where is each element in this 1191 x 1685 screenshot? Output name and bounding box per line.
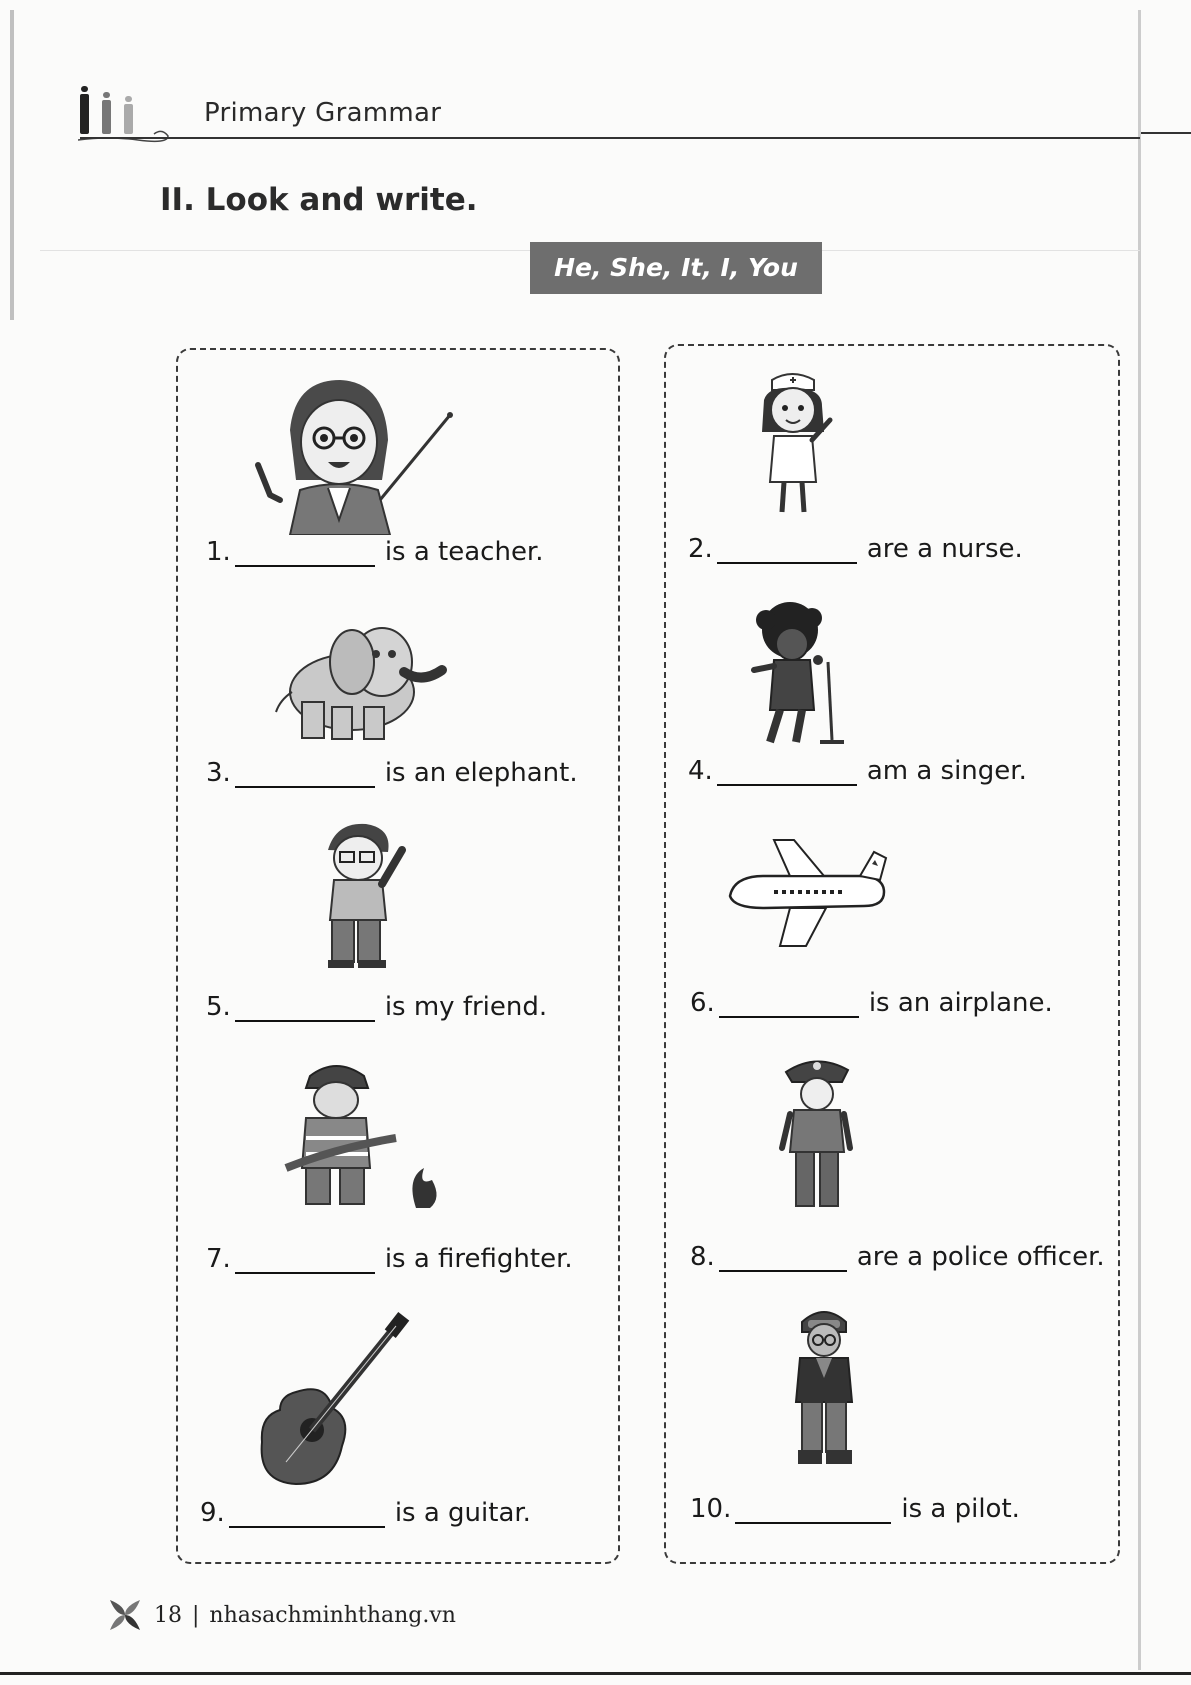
question-9 bbox=[200, 1498, 531, 1528]
question-7 bbox=[206, 1244, 573, 1274]
question-2 bbox=[688, 534, 1023, 564]
question-text: is an elephant. bbox=[384, 758, 578, 788]
answer-blank[interactable] bbox=[719, 1250, 847, 1272]
footer-website[interactable]: nhasachminhthang.vn bbox=[209, 1602, 456, 1628]
question-text: is a teacher. bbox=[384, 537, 544, 567]
question-number: 3. bbox=[206, 758, 231, 788]
answer-blank[interactable] bbox=[735, 1502, 891, 1524]
answer-blank[interactable] bbox=[235, 1000, 375, 1022]
singer-icon bbox=[746, 600, 856, 750]
header-title: Primary Grammar bbox=[204, 98, 442, 128]
question-number: 5. bbox=[206, 992, 231, 1022]
teacher-icon bbox=[250, 370, 460, 535]
answer-blank[interactable] bbox=[719, 996, 859, 1018]
question-5 bbox=[206, 992, 547, 1022]
question-text: am a singer. bbox=[866, 756, 1027, 786]
question-number: 8. bbox=[690, 1242, 715, 1272]
boy-icon bbox=[316, 820, 416, 970]
answer-blank[interactable] bbox=[717, 764, 857, 786]
footer-separator: | bbox=[192, 1602, 200, 1628]
scan-edge-right bbox=[1138, 10, 1141, 1670]
question-4 bbox=[688, 756, 1027, 786]
question-number: 7. bbox=[206, 1244, 231, 1274]
airplane-icon bbox=[724, 836, 890, 948]
question-3 bbox=[206, 758, 578, 788]
pilot-icon bbox=[788, 1302, 860, 1470]
question-text: are a police officer. bbox=[856, 1242, 1105, 1272]
guitar-icon bbox=[256, 1312, 416, 1490]
answer-blank[interactable] bbox=[717, 542, 857, 564]
question-text: is an airplane. bbox=[868, 988, 1053, 1018]
question-text: is a guitar. bbox=[394, 1498, 531, 1528]
pencils-logo-icon bbox=[78, 84, 188, 144]
word-bank: He, She, It, I, You bbox=[530, 242, 822, 294]
scan-edge-left bbox=[10, 10, 14, 320]
question-6 bbox=[690, 988, 1053, 1018]
answer-blank[interactable] bbox=[235, 766, 375, 788]
question-number: 6. bbox=[690, 988, 715, 1018]
question-number: 2. bbox=[688, 534, 713, 564]
question-number: 1. bbox=[206, 537, 231, 567]
question-number: 4. bbox=[688, 756, 713, 786]
question-number: 10. bbox=[690, 1494, 732, 1524]
scan-edge-tick bbox=[1141, 132, 1191, 134]
question-text: is my friend. bbox=[384, 992, 548, 1022]
answer-blank[interactable] bbox=[235, 545, 375, 567]
page-footer bbox=[108, 1598, 456, 1632]
elephant-icon bbox=[272, 612, 452, 742]
right-exercise-panel bbox=[664, 344, 1120, 1564]
nurse-icon bbox=[750, 366, 840, 516]
answer-blank[interactable] bbox=[235, 1252, 375, 1274]
page-number: 18 bbox=[154, 1602, 182, 1628]
question-10 bbox=[690, 1494, 1020, 1524]
question-text: is a pilot. bbox=[901, 1494, 1020, 1524]
question-number: 9. bbox=[200, 1498, 225, 1528]
question-text: are a nurse. bbox=[866, 534, 1023, 564]
firefighter-icon bbox=[266, 1058, 446, 1213]
question-1 bbox=[206, 537, 544, 567]
question-8 bbox=[690, 1242, 1105, 1272]
scan-edge-bottom bbox=[0, 1672, 1191, 1675]
section-title: II. Look and write. bbox=[160, 182, 478, 218]
publisher-logo-icon bbox=[108, 1598, 142, 1632]
police-officer-icon bbox=[776, 1052, 856, 1212]
question-text: is a firefighter. bbox=[384, 1244, 573, 1274]
answer-blank[interactable] bbox=[229, 1506, 385, 1528]
header-rule bbox=[80, 137, 1140, 139]
